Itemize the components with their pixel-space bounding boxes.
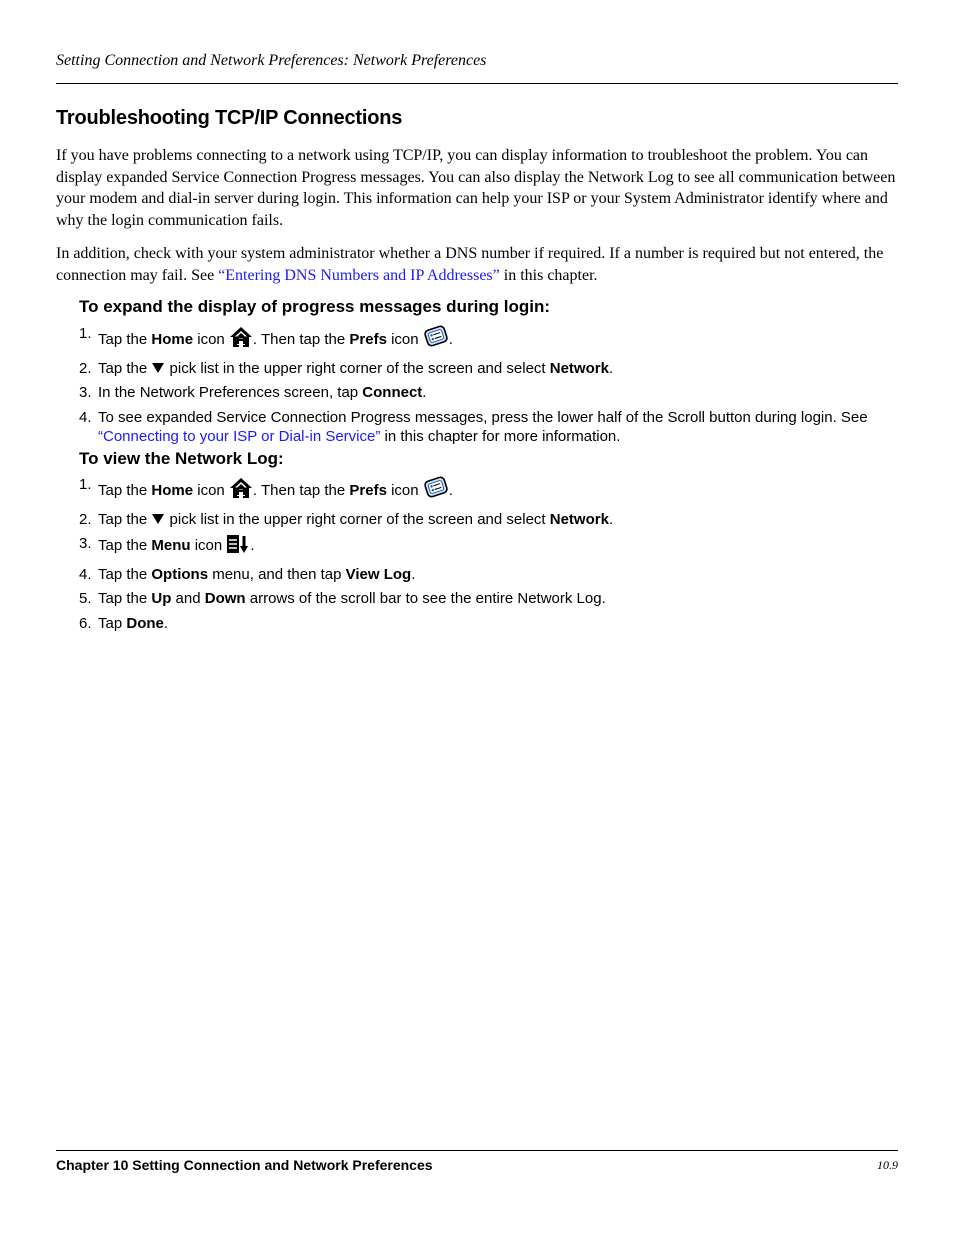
intro-paragraph: If you have problems connecting to a network using TCP/IP, you can display information to troubleshoot the problem. You can display expanded Service Connection Progress messages. You can also display the Network Log to see all communication between your modem and dial-in server during login. This information can help your ISP or your System Administrator identify where and why the login communication fails. bbox=[56, 147, 896, 230]
step-text: . bbox=[448, 482, 453, 499]
step-number: 3. bbox=[79, 384, 92, 401]
step-keyword: Options bbox=[151, 565, 209, 583]
footer-chapter-title: Chapter 10 Setting Connection and Network Preferences bbox=[56, 1157, 433, 1173]
step-text: . bbox=[608, 510, 614, 528]
step-keyword: Down bbox=[204, 590, 246, 607]
step-number: 4. bbox=[79, 565, 92, 583]
step-text: icon bbox=[193, 331, 229, 348]
step-number: 4. bbox=[79, 408, 92, 426]
step-text: pick list in the upper right corner of the screen and select bbox=[165, 510, 550, 528]
footer-page-number: 10.9 bbox=[877, 1158, 898, 1172]
step-keyword: Done bbox=[126, 614, 164, 632]
step-item bbox=[79, 359, 899, 378]
step-text: . Then tap the bbox=[252, 482, 350, 499]
step-item bbox=[79, 475, 899, 504]
step-text: menu, and then tap bbox=[208, 565, 346, 583]
step-number: 5. bbox=[79, 590, 92, 607]
step-number: 6. bbox=[79, 614, 92, 632]
dns-cross-reference-link[interactable]: “Entering DNS Numbers and IP Addresses” bbox=[218, 266, 500, 284]
home-icon bbox=[229, 326, 253, 353]
dns-paragraph bbox=[56, 243, 898, 286]
step-text: Tap the bbox=[98, 510, 152, 528]
menu-icon bbox=[226, 534, 250, 559]
procedure-title-progress-messages: To expand the display of progress messages during login: bbox=[79, 297, 551, 316]
step-item bbox=[79, 534, 899, 559]
section-title: Troubleshooting TCP/IP Connections bbox=[56, 107, 403, 129]
step-text: icon bbox=[190, 537, 227, 554]
step-item bbox=[79, 324, 899, 353]
step-text: icon bbox=[386, 482, 423, 499]
step-number: 3. bbox=[79, 535, 92, 552]
step-keyword: Connect bbox=[362, 384, 423, 401]
step-text: in this chapter for more information. bbox=[380, 427, 621, 445]
running-header: Setting Connection and Network Preferences: Network Preferences bbox=[56, 52, 487, 69]
step-item bbox=[79, 565, 899, 584]
step-keyword: Up bbox=[151, 590, 172, 607]
step-text: . bbox=[163, 614, 169, 632]
step-text: . bbox=[608, 359, 614, 377]
step-text: . bbox=[411, 565, 416, 583]
step-item bbox=[79, 408, 899, 446]
document-page bbox=[56, 0, 898, 1235]
step-text: Tap the bbox=[98, 331, 152, 348]
step-number: 1. bbox=[79, 476, 92, 493]
step-text: Tap the bbox=[98, 537, 152, 554]
pick-list-triangle-icon bbox=[152, 363, 164, 373]
step-text: To see expanded Service Connection Progress messages, press the lower half of the Scroll button during login. See bbox=[98, 408, 868, 426]
step-text: Tap the bbox=[98, 482, 152, 499]
home-icon bbox=[229, 477, 253, 504]
header-rule bbox=[56, 83, 898, 84]
step-number: 2. bbox=[79, 359, 92, 377]
step-keyword: Menu bbox=[151, 537, 191, 554]
step-keyword: Network bbox=[549, 510, 609, 528]
step-text: pick list in the upper right corner of the screen and select bbox=[165, 359, 550, 377]
step-text: . Then tap the bbox=[252, 331, 350, 348]
prefs-icon bbox=[423, 324, 449, 353]
step-item bbox=[79, 383, 899, 402]
step-item bbox=[79, 614, 899, 633]
step-keyword: Network bbox=[549, 359, 609, 377]
dns-paragraph-text: In addition, check with your system administrator whether a DNS number if required. If a number is required but not entered, the connection may fail. See bbox=[56, 245, 884, 284]
step-text: . bbox=[422, 384, 427, 401]
pick-list-triangle-icon bbox=[152, 514, 164, 524]
step-text: Tap the bbox=[98, 565, 152, 583]
step-text: . bbox=[448, 331, 453, 348]
step-text: arrows of the scroll bar to see the entire Network Log. bbox=[245, 590, 606, 607]
step-keyword: Prefs bbox=[349, 482, 387, 499]
step-keyword: Prefs bbox=[349, 331, 387, 348]
step-text: Tap bbox=[98, 614, 127, 632]
step-text: Tap the bbox=[98, 590, 152, 607]
procedure-title-network-log: To view the Network Log: bbox=[79, 449, 284, 468]
step-item bbox=[79, 510, 899, 529]
step-keyword: View Log bbox=[345, 565, 412, 583]
step-text: icon bbox=[193, 482, 229, 499]
step-text: and bbox=[171, 590, 205, 607]
step-keyword: Home bbox=[151, 482, 194, 499]
procedure-steps-progress-messages bbox=[79, 324, 899, 451]
footer-rule bbox=[56, 1150, 898, 1151]
step-text: icon bbox=[386, 331, 423, 348]
step-text: Tap the bbox=[98, 359, 152, 377]
step-number: 2. bbox=[79, 510, 92, 528]
step-text: In the Network Preferences screen, tap bbox=[98, 384, 363, 401]
step-item bbox=[79, 589, 899, 608]
step-number: 1. bbox=[79, 325, 92, 342]
prefs-icon bbox=[423, 475, 449, 504]
isp-cross-reference-link[interactable]: “Connecting to your ISP or Dial-in Service” bbox=[98, 427, 381, 445]
dns-paragraph-tail: in this chapter. bbox=[499, 266, 598, 284]
step-text: . bbox=[250, 537, 255, 554]
procedure-steps-network-log bbox=[79, 475, 899, 638]
step-keyword: Home bbox=[151, 331, 194, 348]
